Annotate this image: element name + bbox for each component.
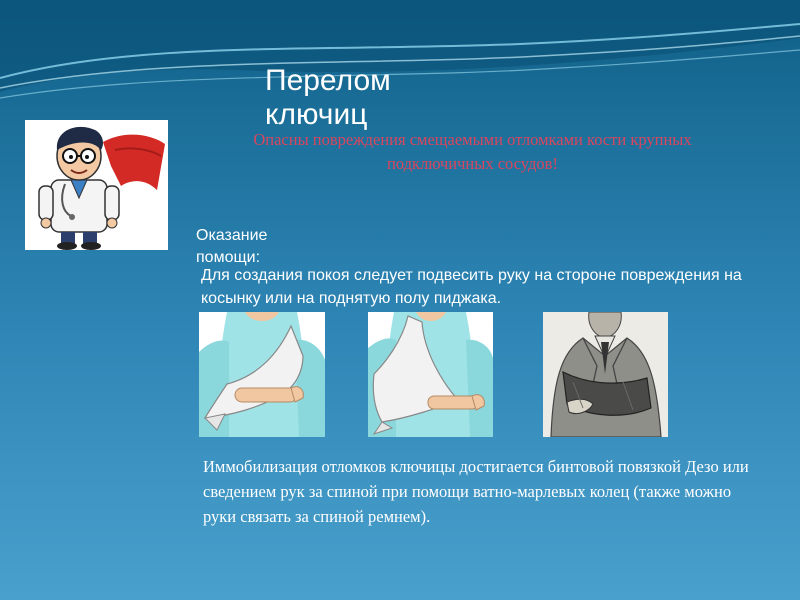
arm-sling-illustration-1 [199, 312, 325, 437]
warning-text: Опасны повреждения смещаемыми отломками кости крупных подключичных сосудов! [253, 130, 692, 173]
slide-title: Перелом ключиц [265, 64, 391, 131]
immobilization-text: Иммобилизация отломков ключицы достигается бинтовой повязкой Дезо или сведением рук за спиной при помощи ватно-марлевых колец (также можно руки связать за спиной ремнем). [203, 457, 749, 526]
help-instruction-text: Для создания покоя следует подвесить руку на стороне повреждения на косынку или на поднятую полу пиджака. [201, 267, 742, 307]
arm-sling-illustration-2 [368, 312, 493, 437]
help-label: Оказание помощи: [196, 227, 268, 266]
jacket-sling-illustration [543, 312, 668, 437]
doctor-cartoon-image [25, 120, 168, 250]
